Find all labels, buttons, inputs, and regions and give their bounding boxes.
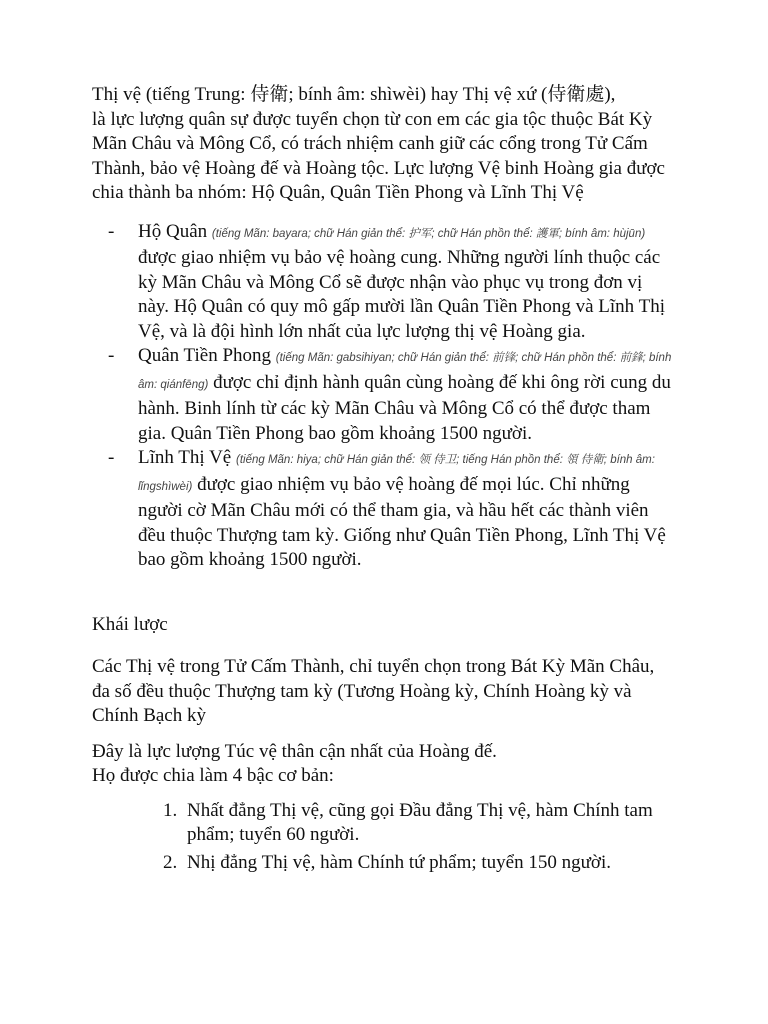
rank-text: Nhị đẳng Thị vệ, hàm Chính tứ phẩm; tuyển 150 người. (187, 851, 611, 873)
group-note: (tiếng Mãn: hiya; chữ Hán giản thể: 领 侍卫; tiếng Hán phồn thể: 領 侍衛; bính âm: lǐngshìwèi) (138, 454, 655, 493)
group-note: (tiếng Mãn: bayara; chữ Hán giản thể: 护军; chữ Hán phồn thể: 護軍; bính âm: hùjūn) (211, 227, 646, 240)
section-spacer (92, 573, 672, 613)
dash-bullet: - (108, 345, 115, 366)
group-text: được giao nhiệm vụ bảo vệ hoàng cung. Những người lính thuộc các kỳ Mãn Châu và Mông Cổ sẽ được nhận vào phục vụ trong đơn vị này. Hộ Quân có quy mô gấp mười lần Quân Tiền Phong và Lĩnh Thị Vệ, và là đội hình lớn nhất của lực lượng thị vệ Hoàng gia. (138, 247, 665, 342)
group-text: được giao nhiệm vụ bảo vệ hoàng đế mọi lúc. Chỉ những người cờ Mãn Châu mới có thể tham gia, và hầu hết các thành viên đều thuộc Thượng tam kỳ. Giống như Quân Tiền Phong, Lĩnh Thị Vệ bao gồm khoảng 1500 người. (138, 473, 666, 570)
dash-bullet: - (108, 447, 115, 468)
list-item (163, 851, 672, 876)
group-note: (tiếng Mãn: gabsihiyan; chữ Hán giản thể: 前锋; chữ Hán phồn thể: 前鋒; bính âm: qiánfēng) (138, 352, 672, 391)
intro-line-2: là lực lượng quân sự được tuyển chọn từ con em các gia tộc thuộc Bát Kỳ Mãn Châu và Mông Cổ, có trách nhiệm canh giữ các cổng trong Tử Cấm Thành, bảo vệ Hoàng đế và Hoàng tộc. Lực lượng Vệ binh Hoàng gia được chia thành ba nhóm: Hộ Quân, Quân Tiền Phong và Lĩnh Thị Vệ (92, 108, 665, 203)
guard-groups-list (92, 220, 672, 573)
group-text: được chỉ định hành quân cùng hoàng đế khi ông rời cung du hành. Binh lính từ các kỳ Mãn Châu và Mông Cổ có thể được tham gia. Quân Tiền Phong bao gồm khoảng 1500 người. (138, 371, 671, 444)
overview-paragraph-3: Họ được chia làm 4 bậc cơ bản: (92, 765, 334, 786)
overview-paragraph-2: Đây là lực lượng Túc vệ thân cận nhất của Hoàng đế. (92, 740, 497, 762)
list-item (163, 799, 672, 848)
intro-paragraph (92, 83, 672, 206)
list-item (108, 344, 672, 446)
group-name: Lĩnh Thị Vệ (138, 447, 232, 468)
group-name: Hộ Quân (138, 220, 208, 242)
ranks-list (92, 799, 672, 876)
section-heading: Khái lược (92, 613, 168, 635)
overview-paragraph-1: Các Thị vệ trong Tử Cấm Thành, chỉ tuyển chọn trong Bát Kỳ Mãn Châu, đa số đều thuộc Thượng tam kỳ (Tương Hoàng kỳ, Chính Hoàng kỳ và Chính Bạch kỳ (92, 656, 655, 726)
group-name: Quân Tiền Phong (138, 345, 272, 366)
rank-text: Nhất đẳng Thị vệ, cũng gọi Đầu đẳng Thị vệ, hàm Chính tam phẩm; tuyển 60 người. (187, 799, 653, 845)
intro-line-1: Thị vệ (tiếng Trung: 侍衛; bính âm: shìwèi) hay Thị vệ xứ (侍衛處), (92, 84, 616, 105)
list-item (108, 220, 672, 345)
list-number: 1. (163, 799, 178, 821)
dash-bullet: - (108, 220, 115, 242)
list-item (108, 446, 672, 573)
list-number: 2. (163, 851, 178, 873)
